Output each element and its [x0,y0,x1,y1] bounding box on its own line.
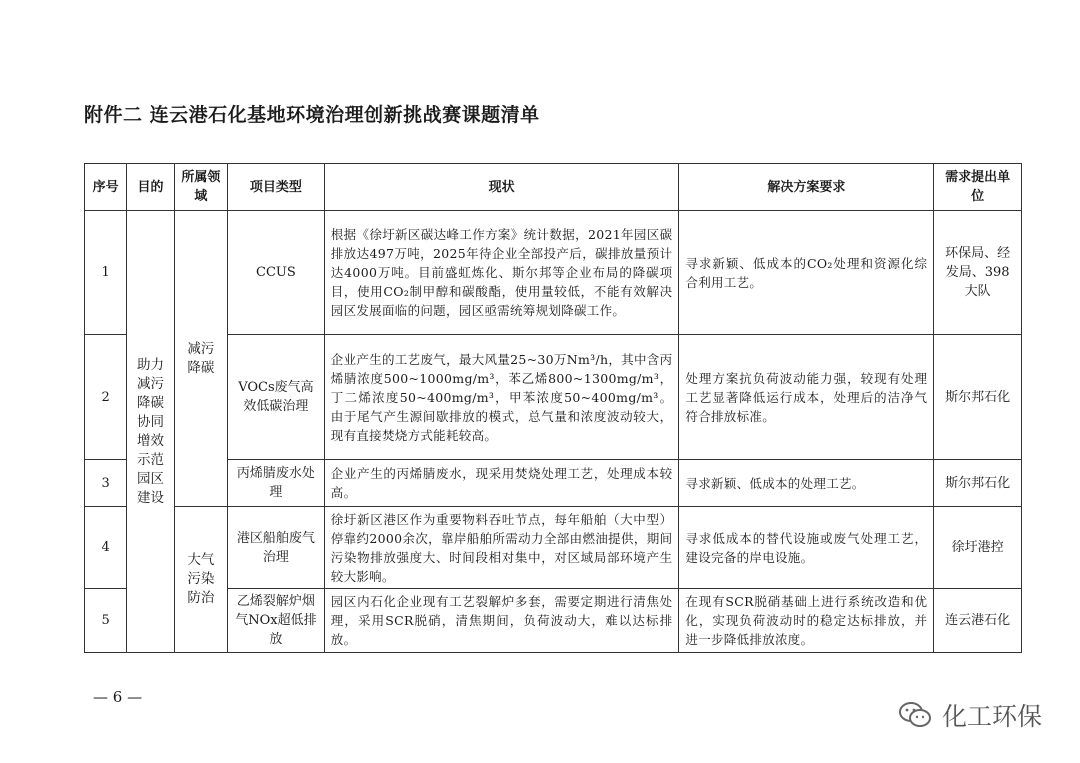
table-row [85,211,1022,335]
watermark [898,697,1042,733]
row-type: CCUS [228,211,325,335]
field-cell: 减污降碳 [174,211,227,507]
header-type: 项目类型 [228,164,325,211]
row-status: 徐圩新区港区作为重要物料吞吐节点，每年船舶（大中型）停靠约2000余次，靠岸船舶所需动力全部由燃油提供，期间污染物排放强度大、时间段相对集中，对区域局部环境产生较大影响。 [324,507,679,589]
row-seq: 1 [85,211,127,335]
table-header-row [85,164,1022,211]
row-requirement: 寻求新颖、低成本的CO₂处理和资源化综合利用工艺。 [679,211,934,335]
row-status: 根据《徐圩新区碳达峰工作方案》统计数据，2021年园区碳排放达497万吨，2025年待企业全部投产后，碳排放量预计达4000万吨。目前盛虹炼化、斯尔邦等企业布局的降碳项目，使用CO₂制甲醇和碳酸酯，使用量较低，不能有效解决园区发展面临的问题，园区亟需统筹规划降碳工作。 [324,211,679,335]
row-requirement: 在现有SCR脱硝基础上进行系统改造和优化，实现负荷波动时的稳定达标排放，并进一步降低排放浓度。 [679,589,934,653]
row-unit: 斯尔邦石化 [934,460,1022,507]
row-unit: 连云港石化 [934,589,1022,653]
header-unit: 需求提出单位 [934,164,1022,211]
header-field: 所属领域 [174,164,227,211]
row-type: 乙烯裂解炉烟气NOx超低排放 [228,589,325,653]
row-status: 企业产生的丙烯腈废水，现采用焚烧处理工艺，处理成本较高。 [324,460,679,507]
challenge-topic-table [84,163,1022,653]
row-type: 丙烯腈废水处理 [228,460,325,507]
row-seq: 5 [85,589,127,653]
row-unit: 斯尔邦石化 [934,335,1022,460]
field-cell: 大气污染防治 [174,507,227,653]
row-status: 企业产生的工艺废气，最大风量25~30万Nm³/h，其中含丙烯腈浓度500~1000mg/m³，苯乙烯800~1300mg/m³，丁二烯浓度50~400mg/m³，甲苯浓度50~400mg/m³。由于尾气产生源间歇排放的模式，总气量和浓度波动较大，现有直接焚烧方式能耗较高。 [324,335,679,460]
row-unit: 徐圩港控 [934,507,1022,589]
wechat-icon [898,701,932,729]
header-requirement: 解决方案要求 [679,164,934,211]
row-seq: 4 [85,507,127,589]
row-requirement: 寻求新颖、低成本的处理工艺。 [679,460,934,507]
row-seq: 3 [85,460,127,507]
header-seq: 序号 [85,164,127,211]
page-number: — 6 — [93,688,143,706]
row-type: VOCs废气高效低碳治理 [228,335,325,460]
row-type: 港区船舶废气治理 [228,507,325,589]
table-row [85,507,1022,589]
page-title: 附件二 连云港石化基地环境治理创新挑战赛课题清单 [84,104,540,126]
row-requirement: 寻求低成本的替代设施或废气处理工艺， 建设完备的岸电设施。 [679,507,934,589]
row-unit: 环保局、经发局、398大队 [934,211,1022,335]
watermark-text: 化工环保 [942,702,1043,731]
row-status: 园区内石化企业现有工艺裂解炉多套，需要定期进行清焦处理，采用SCR脱硝，清焦期间，负荷波动大，难以达标排放。 [324,589,679,653]
header-purpose: 目的 [127,164,174,211]
header-status: 现状 [324,164,679,211]
row-seq: 2 [85,335,127,460]
row-requirement: 处理方案抗负荷波动能力强，较现有处理工艺显著降低运行成本，处理后的洁净气符合排放标准。 [679,335,934,460]
purpose-cell: 助力减污降碳协同增效示范园区建设 [127,211,174,653]
